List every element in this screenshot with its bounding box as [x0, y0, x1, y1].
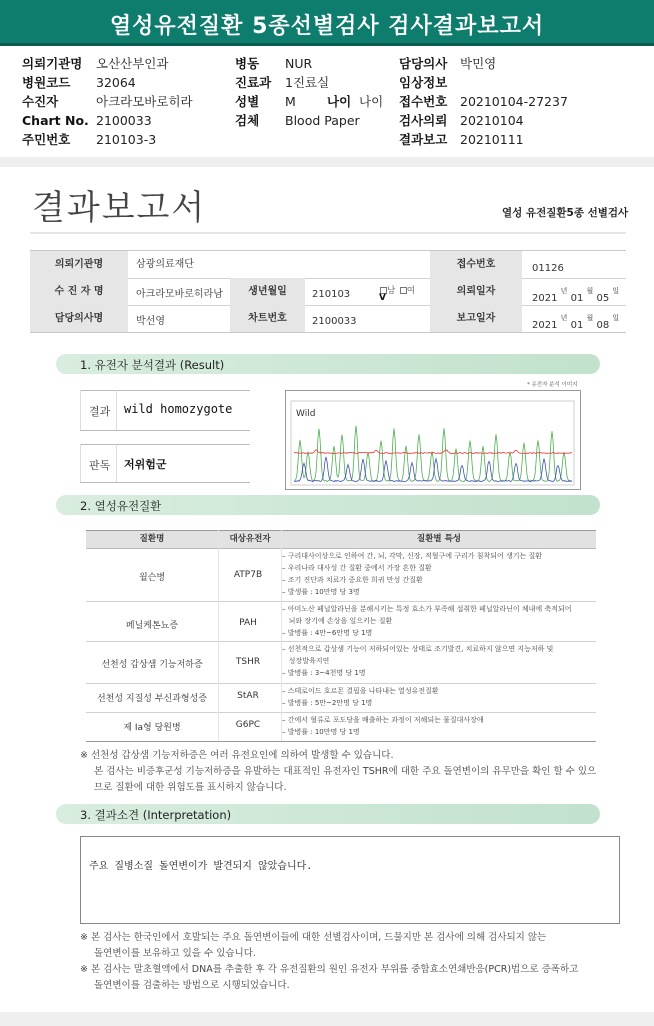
report-date-label: 보고일자 [430, 305, 522, 332]
judgement-label: 판독 [89, 459, 111, 472]
page-title: 열성유전질환 5종선별검사 검사결과보고서 [109, 14, 545, 39]
divider [30, 232, 626, 234]
chart-svg [286, 391, 582, 491]
table-cell-disease: 제 Ia형 당원병 [123, 723, 181, 733]
judgement-value: 저위험군 [124, 458, 167, 471]
header-label: 검체 [235, 113, 260, 128]
header-label: 병원코드 [22, 75, 71, 90]
sex-checkboxes [380, 278, 428, 305]
header-value: 20210104-27237 [460, 94, 568, 109]
doctor-value: 박선영 [136, 316, 165, 327]
receipt-value: 01126 [532, 263, 564, 274]
result-box [80, 390, 250, 486]
image-note: * 유전자 분석 이미지 [527, 382, 578, 388]
request-date-label: 의뢰일자 [430, 278, 522, 305]
table-cell-gene: ATP7B [233, 570, 263, 580]
footer-band [0, 1012, 654, 1026]
col-header: 대상유전자 [219, 530, 281, 548]
section-interpretation-title: 3. 결과소견 (Interpretation) [80, 808, 232, 822]
table-cell-gene: StAR [237, 691, 259, 701]
sex-female-label: 여 [406, 286, 416, 296]
institution-value: 삼광의료재단 [136, 259, 194, 270]
doctor-label: 담당의사명 [30, 305, 128, 332]
section-disease-bar [56, 495, 600, 515]
header-value: 아크라모바로히라 [96, 94, 193, 109]
header-info [22, 54, 642, 149]
section-result-title: 1. 유전자 분석결과 (Result) [80, 358, 225, 372]
separator [0, 157, 654, 167]
header-value: 20210104 [460, 113, 524, 128]
report-subtitle: 열성 유전질환5종 선별검사 [502, 207, 629, 219]
header-value: 2100033 [96, 113, 152, 128]
header-value: 210103-3 [96, 132, 157, 147]
table-cell-disease: 페닐케톤뇨증 [125, 621, 179, 631]
chart-title: Wild [296, 409, 316, 419]
table-cell-disease: 선천성 지질성 부신과형성증 [96, 694, 208, 704]
table-cell-gene: G6PC [235, 720, 261, 730]
request-date: 2021 $^년$ 01 $^월$ 05 $^일$ [532, 287, 620, 305]
interpretation-box [80, 836, 620, 924]
table-cell-desc: – 선천적으로 갑상샘 기능이 저하되어있는 상태로 조기발견, 치료하지 않으면 지능저하 및 성장발육지연 – 발병률 : 3~4천명 당 1명 [282, 645, 554, 677]
sex-male-label: 남 [387, 286, 396, 296]
chart-value: 2100033 [312, 316, 357, 327]
header-value: 오산산부인과 [96, 56, 169, 71]
header-label: 수진자 [22, 94, 59, 109]
header-label: 검사의뢰 [399, 113, 448, 128]
report-date: 2021 $^년$ 01 $^월$ 08 $^일$ [532, 314, 620, 332]
header-label: 나이 [327, 94, 352, 109]
header-value: M [285, 94, 296, 109]
receipt-label: 접수번호 [430, 251, 522, 278]
header-value: 1진료실 [285, 75, 330, 90]
header-value: Blood Paper [285, 113, 360, 128]
title-bar [0, 0, 654, 46]
electropherogram-chart [285, 390, 581, 490]
col-header: 질환명 [86, 530, 218, 548]
footnotes: ※ 본 검사는 한국인에서 호발되는 주요 돌연변이들에 대한 선별검사이며, 드물지만 본 검사에 의해 검사되지 않는 돌연변이를 보유하고 있을 수 있습니다. ※ 본 검사는 말초혈액에서 DNA를 추출한 후 각 유전질환의 원인 유전자 부위를 중합효소연쇄반응(PCR)법으로 증폭하고 돌연변이를 검출하는 방법으로 시행되었습니다. [80, 932, 579, 991]
header-label: 병동 [235, 56, 260, 71]
section-disease-title: 2. 열성유전질환 [80, 499, 162, 513]
section-result-bar [56, 354, 600, 374]
chart-label: 차트번호 [230, 305, 305, 332]
header-label: 의뢰기관명 [22, 56, 83, 71]
result-value: wild homozygote [124, 402, 233, 416]
table-cell-desc: – 구리대사이상으로 인하여 간, 뇌, 각막, 신장, 적혈구에 구리가 침착되어 생기는 질환 – 우리나라 대사성 간 질환 중에서 가장 흔한 질환 – 조기 진단과 치료가 중요한 희귀 만성 간질환 – 발생률 : 10만명 당 3명 [282, 552, 543, 596]
table-cell-disease: 윌슨병 [138, 573, 166, 583]
header-label: 주민번호 [22, 132, 71, 147]
patient-value: 아크라모바로히라남 [136, 289, 223, 300]
table-cell-desc: – 간에서 혈류로 포도당을 배출하는 과정이 저해되는 물질대사장애 – 발병률 : 10만명 당 1명 [282, 716, 484, 736]
header-value: 20210111 [460, 132, 524, 147]
col-header: 질환별 특성 [282, 530, 596, 548]
table-cell-desc: – 스테로이드 호르몬 결핍을 나타내는 열성유전질환 – 발병률 : 5만~2만명 당 1명 [282, 687, 439, 707]
header-label: 임상정보 [399, 75, 448, 90]
header-value: 박민영 [460, 56, 497, 71]
series-trace-red [294, 450, 572, 454]
header-value: NUR [285, 56, 313, 71]
patient-label: 수 진 자 명 [30, 278, 128, 305]
header-label: 진료과 [235, 75, 272, 90]
header-value: 32064 [96, 75, 136, 90]
table-notes: ※ 선천성 갑상샘 기능저하증은 여러 유전요인에 의하여 발생할 수 있습니다. 본 검사는 비증후군성 기능저하증을 유발하는 대표적인 유전자인 TSHR에 대한 주요 돌연변이의 유무만을 확인 할 수 있으 므로 질환에 대한 위험도를 표시하지 않습니다. [80, 750, 597, 793]
table-cell-gene: TSHR [235, 657, 261, 667]
birth-value: 210103 [312, 289, 351, 300]
header-label: 접수번호 [399, 94, 448, 109]
header-label: 결과보고 [399, 132, 448, 147]
result-label: 결과 [89, 405, 111, 418]
patient-table [30, 250, 626, 332]
interpretation-text: 주요 질병소질 돌연변이가 발견되지 않았습니다. [89, 861, 313, 872]
header-label: 담당의사 [399, 56, 448, 71]
header-value: 나이 [359, 94, 384, 109]
table-cell-disease: 선천성 갑상샘 기능저하증 [101, 660, 203, 670]
institution-label: 의뢰기관명 [30, 251, 128, 278]
header-label: 성별 [235, 94, 260, 109]
birth-label: 생년월일 [230, 278, 305, 305]
sex-check-mark: V [379, 293, 386, 303]
table-cell-gene: PAH [239, 618, 257, 628]
header-label: Chart No. [22, 113, 89, 128]
section-interpretation-bar [56, 804, 600, 824]
table-cell-desc: – 아미노산 페닐알라닌을 분해시키는 특정 효소가 부족해 섭취한 페닐알라닌이 체내에 축적되어 뇌와 장기에 손상을 일으키는 질환 – 발병률 : 4만~6만명 당 1명 [282, 605, 572, 637]
report-heading: 결과보고서 [32, 188, 207, 228]
